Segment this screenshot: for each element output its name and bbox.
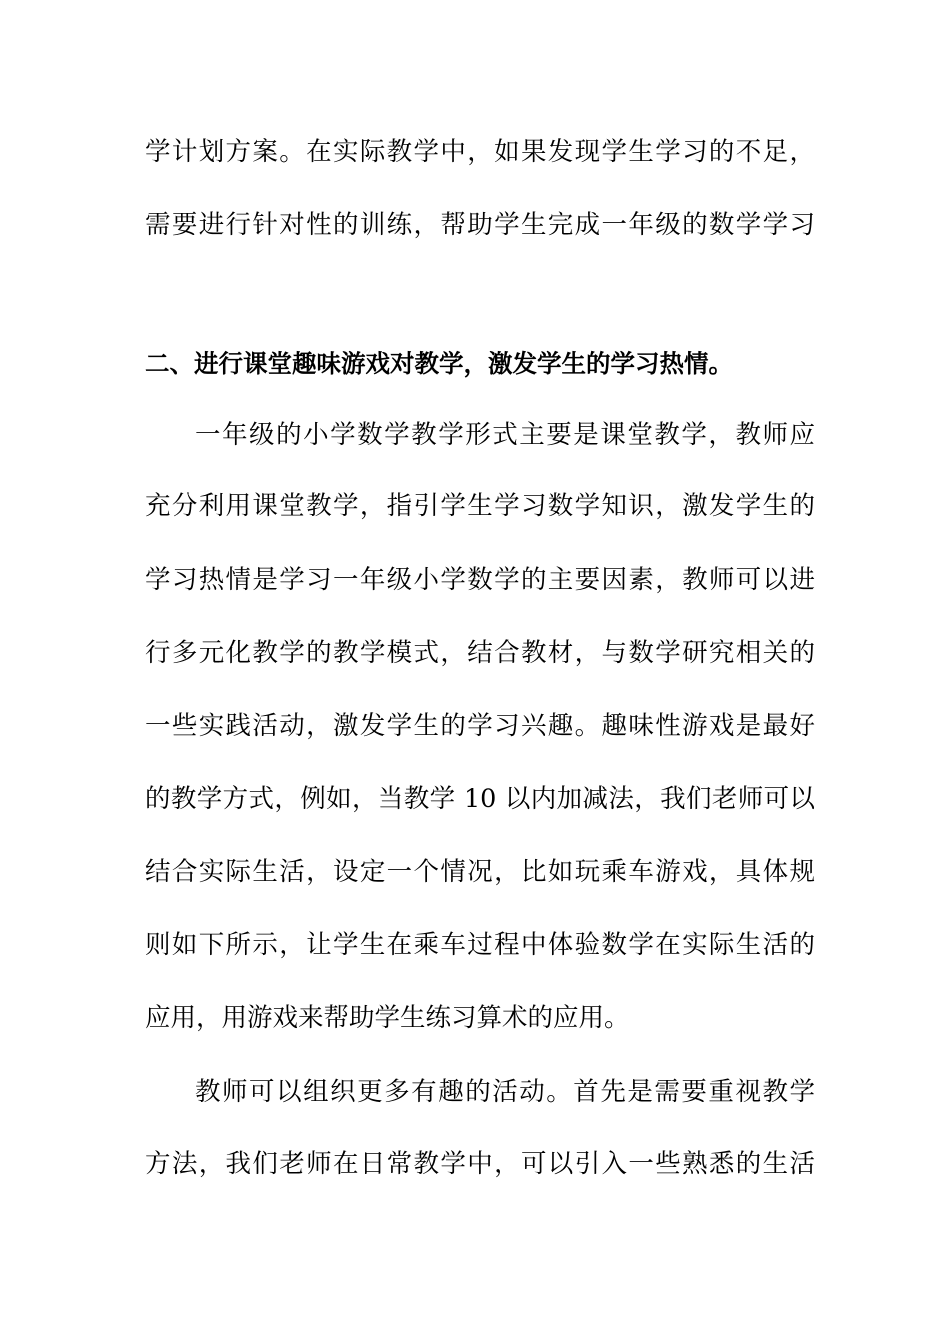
paragraph-first-line: 教师可以组织更多有趣的活动。首先是需要重视教学 (195, 1077, 815, 1107)
body-text-line: 的教学方式，例如，当教学 10 以内加减法，我们老师可以 (145, 784, 815, 814)
body-text-line: 应用，用游戏来帮助学生练习算术的应用。 (145, 1003, 630, 1033)
section-heading: 二、进行课堂趣味游戏对教学，激发学生的学习热情。 (145, 349, 733, 378)
body-text-line: 结合实际生活，设定一个情况，比如玩乘车游戏，具体规 (145, 857, 815, 887)
body-text-line: 需要进行针对性的训练，帮助学生完成一年级的数学学习 (145, 210, 815, 240)
body-text-line: 充分利用课堂教学，指引学生学习数学知识，激发学生的 (145, 491, 815, 521)
body-text-line: 行多元化教学的教学模式，结合教材，与数学研究相关的 (145, 638, 815, 668)
body-text-line: 则如下所示，让学生在乘车过程中体验数学在实际生活的 (145, 930, 815, 960)
body-text-line: 学习热情是学习一年级小学数学的主要因素，教师可以进 (145, 565, 815, 595)
body-text-line: 学计划方案。在实际教学中，如果发现学生学习的不足， (145, 137, 815, 167)
body-text-line: 一些实践活动，激发学生的学习兴趣。趣味性游戏是最好 (145, 711, 815, 741)
body-text-line: 方法，我们老师在日常教学中，可以引入一些熟悉的生活 (145, 1149, 815, 1179)
paragraph-first-line: 一年级的小学数学教学形式主要是课堂教学，教师应 (195, 420, 815, 450)
